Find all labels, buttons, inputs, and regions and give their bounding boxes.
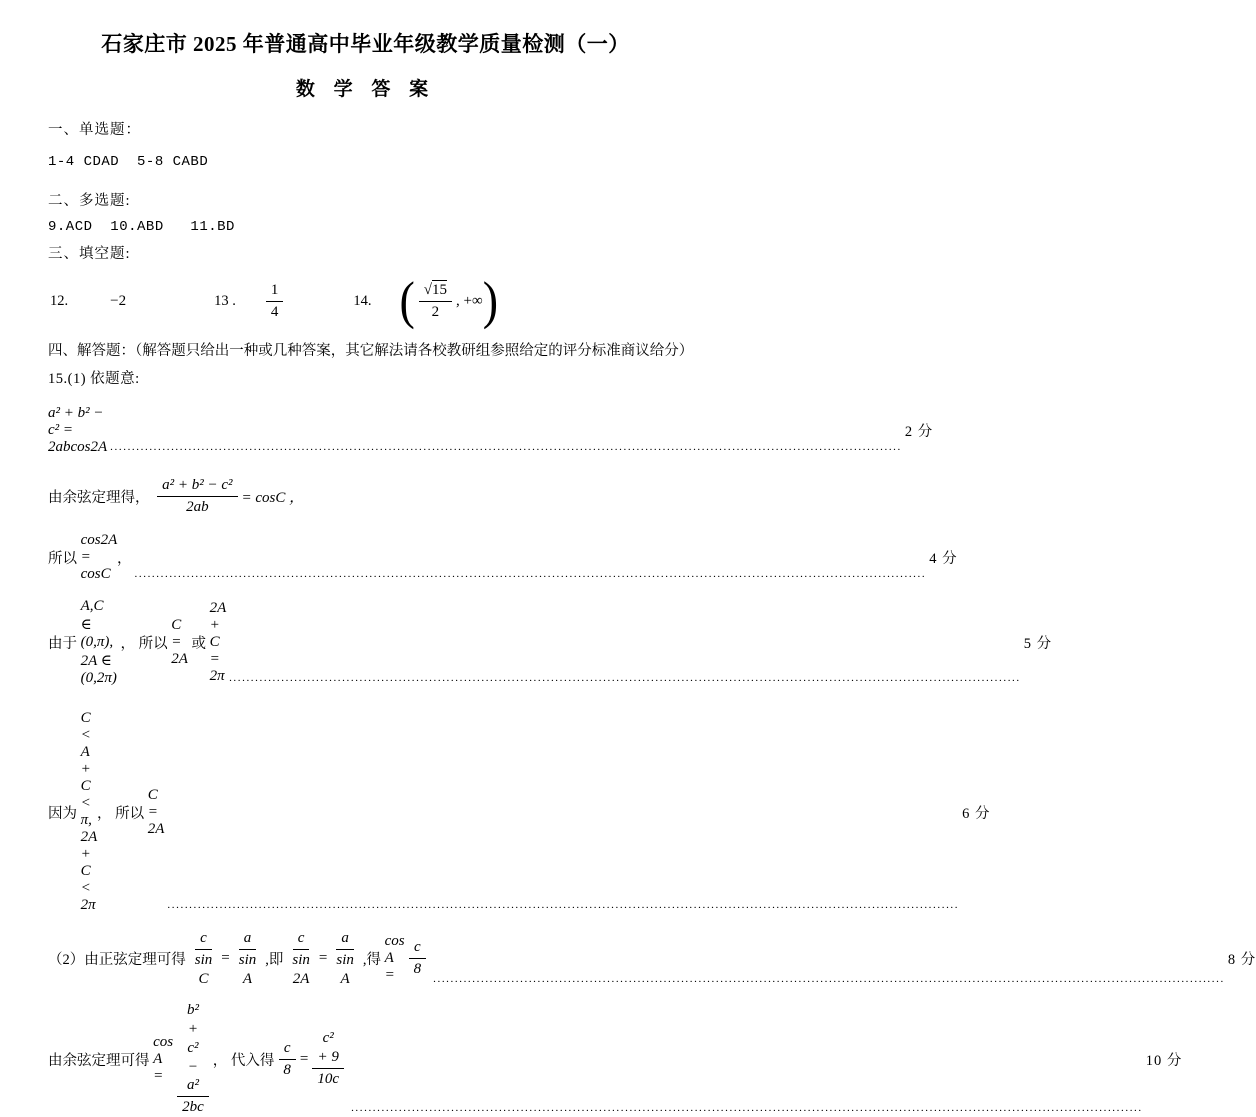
- dotted-leader: [135, 568, 927, 583]
- step4-text2: ， 所以: [116, 636, 172, 652]
- solution-step-5: [48, 710, 991, 914]
- step7-score: 10 分: [1145, 1052, 1183, 1069]
- fraction-denominator: sin C: [194, 951, 213, 987]
- step6-prefix: （2）由正弦定理可得: [48, 952, 186, 969]
- step3-text: 所以: [48, 551, 81, 567]
- step7-fraction-3: [312, 1029, 344, 1088]
- interval-rest: , +∞: [456, 292, 483, 309]
- single-choice-heading: 一、单选题：: [48, 122, 141, 138]
- dotted-leader: [229, 672, 1021, 687]
- dotted-leader: [433, 973, 1225, 988]
- fraction-denominator: 2ab: [186, 498, 209, 515]
- fraction-denominator: 2bc: [182, 1099, 204, 1115]
- fraction-denominator: sin 2A: [292, 951, 310, 987]
- q14-label: 14.: [353, 292, 372, 309]
- step6-fraction-5: [409, 938, 427, 979]
- fraction-numerator: b² + c² − a²: [177, 1001, 209, 1097]
- step6-mid2: ,得: [362, 952, 385, 969]
- fraction-denominator: 8: [413, 961, 422, 978]
- solution-step-1: [48, 405, 934, 456]
- step4-math1: A,C ∈ (0,π), 2A ∈ (0,2π): [80, 598, 117, 686]
- q14-answer-fraction: [419, 281, 452, 322]
- q15-intro: 15.(1) 依题意:: [48, 371, 140, 387]
- close-paren: ): [482, 271, 499, 330]
- document-title: 石家庄市 2025 年普通高中毕业年级教学质量检测（一）: [101, 32, 630, 56]
- fraction-numerator: c: [279, 1039, 296, 1060]
- fraction-denominator: 2: [431, 303, 440, 320]
- step4-math3: 2A + C = 2π: [209, 600, 227, 684]
- dotted-leader: [167, 899, 959, 914]
- fraction-numerator: c² + 9: [312, 1029, 344, 1069]
- step5-score: 6 分: [962, 805, 991, 822]
- solution-step-2: [48, 472, 713, 520]
- step5-math2: C = 2A: [147, 786, 165, 837]
- solutions-heading: 四、解答题：（解答题只给出一种或几种答案，其它解法请各校教研组参照给定的评分标准商议给分）: [48, 343, 694, 359]
- step2-prefix: 由余弦定理得，: [48, 489, 154, 506]
- step7-text2: ， 代入得: [212, 1052, 275, 1069]
- step4-math2: C = 2A: [171, 617, 188, 667]
- step5-math1: C < A + C < π, 2A + C < 2π: [80, 710, 98, 913]
- step2-suffix: = cosC ，: [241, 489, 305, 506]
- fraction-numerator: a: [336, 929, 354, 950]
- fraction-numerator: 1: [266, 281, 284, 302]
- fraction-denominator: sin A: [238, 951, 257, 987]
- fraction-numerator: c: [293, 929, 310, 950]
- solution-step-4: [48, 598, 1053, 687]
- fraction-numerator: a: [239, 929, 257, 950]
- equals-sign: =: [221, 950, 230, 967]
- q12-answer: −2: [110, 292, 127, 309]
- radical-sign: √: [423, 281, 433, 298]
- fraction-denominator: 4: [270, 303, 279, 320]
- fraction-numerator: c: [409, 938, 426, 959]
- fraction-denominator: 8: [283, 1061, 291, 1078]
- equals-sign: =: [318, 950, 328, 967]
- q13-answer-fraction: [266, 281, 284, 322]
- step5-text2: ， 所以: [97, 805, 148, 822]
- step3-equation: cos2A = cosC: [80, 532, 118, 582]
- solution-step-6: [48, 929, 1256, 988]
- step3-score: 4 分: [929, 551, 958, 567]
- dotted-leader: [110, 441, 902, 456]
- step4-text3: 或: [187, 636, 210, 652]
- multi-choice-heading: 二、多选题:: [48, 193, 131, 209]
- step1-score: 2 分: [904, 424, 934, 440]
- q14-answer-interval: [399, 271, 499, 330]
- step6-score: 8 分: [1227, 952, 1256, 969]
- step6-fraction-4: [331, 929, 359, 988]
- fraction-denominator: sin A: [336, 951, 354, 987]
- step4-score: 5 分: [1023, 636, 1053, 652]
- q12-label: 12.: [50, 292, 69, 309]
- solution-step-3: [48, 532, 958, 583]
- step7-fraction-2: [278, 1039, 296, 1080]
- fraction-denominator: 10c: [317, 1070, 340, 1087]
- step6-fraction-2: [234, 929, 262, 988]
- step4-text1: 由于: [48, 636, 81, 652]
- fraction-numerator: a² + b² − c²: [157, 476, 237, 497]
- fill-blank-answers-row: [48, 269, 713, 333]
- step2-fraction: [157, 476, 237, 517]
- step6-math2: cos A =: [384, 933, 405, 984]
- document-subtitle: 数 学 答 案: [295, 79, 436, 100]
- fill-blank-heading: 三、填空题:: [48, 246, 131, 262]
- step6-fraction-3: [287, 929, 315, 988]
- open-paren: (: [399, 271, 415, 330]
- fraction-numerator: c: [195, 929, 212, 950]
- step3-comma: ，: [117, 551, 132, 567]
- step5-text1: 因为: [48, 805, 81, 822]
- step7-text1: 由余弦定理可得: [48, 1052, 154, 1069]
- multi-choice-answers: 9.ACD 10.ABD 11.BD: [48, 219, 235, 235]
- step7-fraction-1: [177, 1001, 209, 1117]
- radicand: 15: [432, 281, 448, 298]
- dotted-leader: [351, 1102, 1143, 1117]
- fraction-numerator: [419, 281, 452, 302]
- step6-fraction-1: [190, 929, 218, 988]
- step1-equation: a² + b² − c² = 2abcos2A: [48, 405, 108, 455]
- q13-label: 13 .: [214, 292, 236, 309]
- solution-step-7: [48, 1001, 1183, 1117]
- step6-mid1: ,即: [265, 952, 284, 969]
- step7-math1: cos A =: [153, 1033, 174, 1084]
- single-choice-answers: 1-4 CDAD 5-8 CABD: [48, 154, 209, 170]
- equals-sign: =: [299, 1050, 309, 1067]
